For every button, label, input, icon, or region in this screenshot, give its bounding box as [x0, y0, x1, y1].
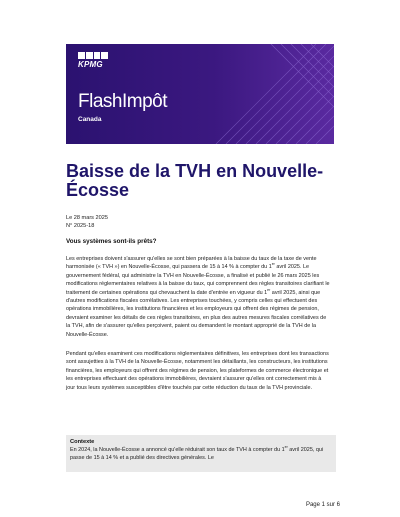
- section-heading: Vous systèmes sont-ils prêts?: [66, 238, 157, 245]
- context-text: En 2024, la Nouvelle-Écosse a annoncé qu'elle réduirait son taux de TVH à compter du 1er avril 2025, qui passe de 15 à 14 % et a publié des directives générales. Le: [70, 445, 324, 462]
- document-meta: [66, 214, 108, 230]
- region-label: Canada: [78, 116, 102, 123]
- kpmg-logo-bars: [78, 52, 108, 59]
- publication-date: Le 28 mars 2025: [66, 215, 108, 221]
- body-paragraph-1: Les entreprises doivent s'assurer qu'elles se sont bien préparées à la baisse du taux de la taxe de vente harmonisée (« TVH ») en Nouvelle-Écosse, qui passera de 15 à 14 % à compter du 1er avril 2025. Le gouvernement fédéral, qui administre la TVH en Nouvelle-Écosse, a finalisé et publié le 26 mars 2025 les modifications réglementaires relatives à la baisse du taux, qui comprennent des règles transitoires clarifiant le traitement de certaines opérations qui chevauchent la date d'entrée en vigueur du 1er avril 2025, ainsi que d'autres modifications fiscales corrélatives. Les entreprises touchées, y compris celles qui effectuent des opérations immobilières, les institutions financières et les employeurs qui offrent des régimes de pension, devraient examiner les détails de ces règles transitoires, en plus des autres mesures fiscales corrélatives de la TVH, afin de s'assurer qu'elles perçoivent, paient ou demandent le montant approprié de la TVH de la Nouvelle-Écosse.: [66, 256, 330, 338]
- page-number: Page 1 sur 6: [305, 502, 340, 508]
- header-banner: [66, 44, 334, 144]
- page-title: Baisse de la TVH en Nouvelle-Écosse: [66, 161, 324, 200]
- context-title: Contexte: [70, 439, 95, 445]
- body-paragraph-2: Pendant qu'elles examinent ces modifications réglementaires définitives, les entreprises dont les transactions sont assujetties à la TVH de la Nouvelle-Écosse, notamment les détaillants, les constructeurs, les institutions financières, les employeurs qui offrent des régimes de pension, les plateformes de commerce électronique et les entreprises effectuant des opérations immobilières, devraient s'assurer qu'elles ont correctement mis à jour tous leurs systèmes susceptibles d'être touchés par cette réduction du taux de la TVH provinciale.: [66, 351, 329, 391]
- kpmg-logo: [78, 52, 108, 70]
- publication-name: FlashImpôt: [78, 91, 167, 112]
- kpmg-logo-text: KPMG: [78, 60, 103, 69]
- context-box: [66, 435, 336, 472]
- publication-number: N° 2025-18: [66, 223, 95, 229]
